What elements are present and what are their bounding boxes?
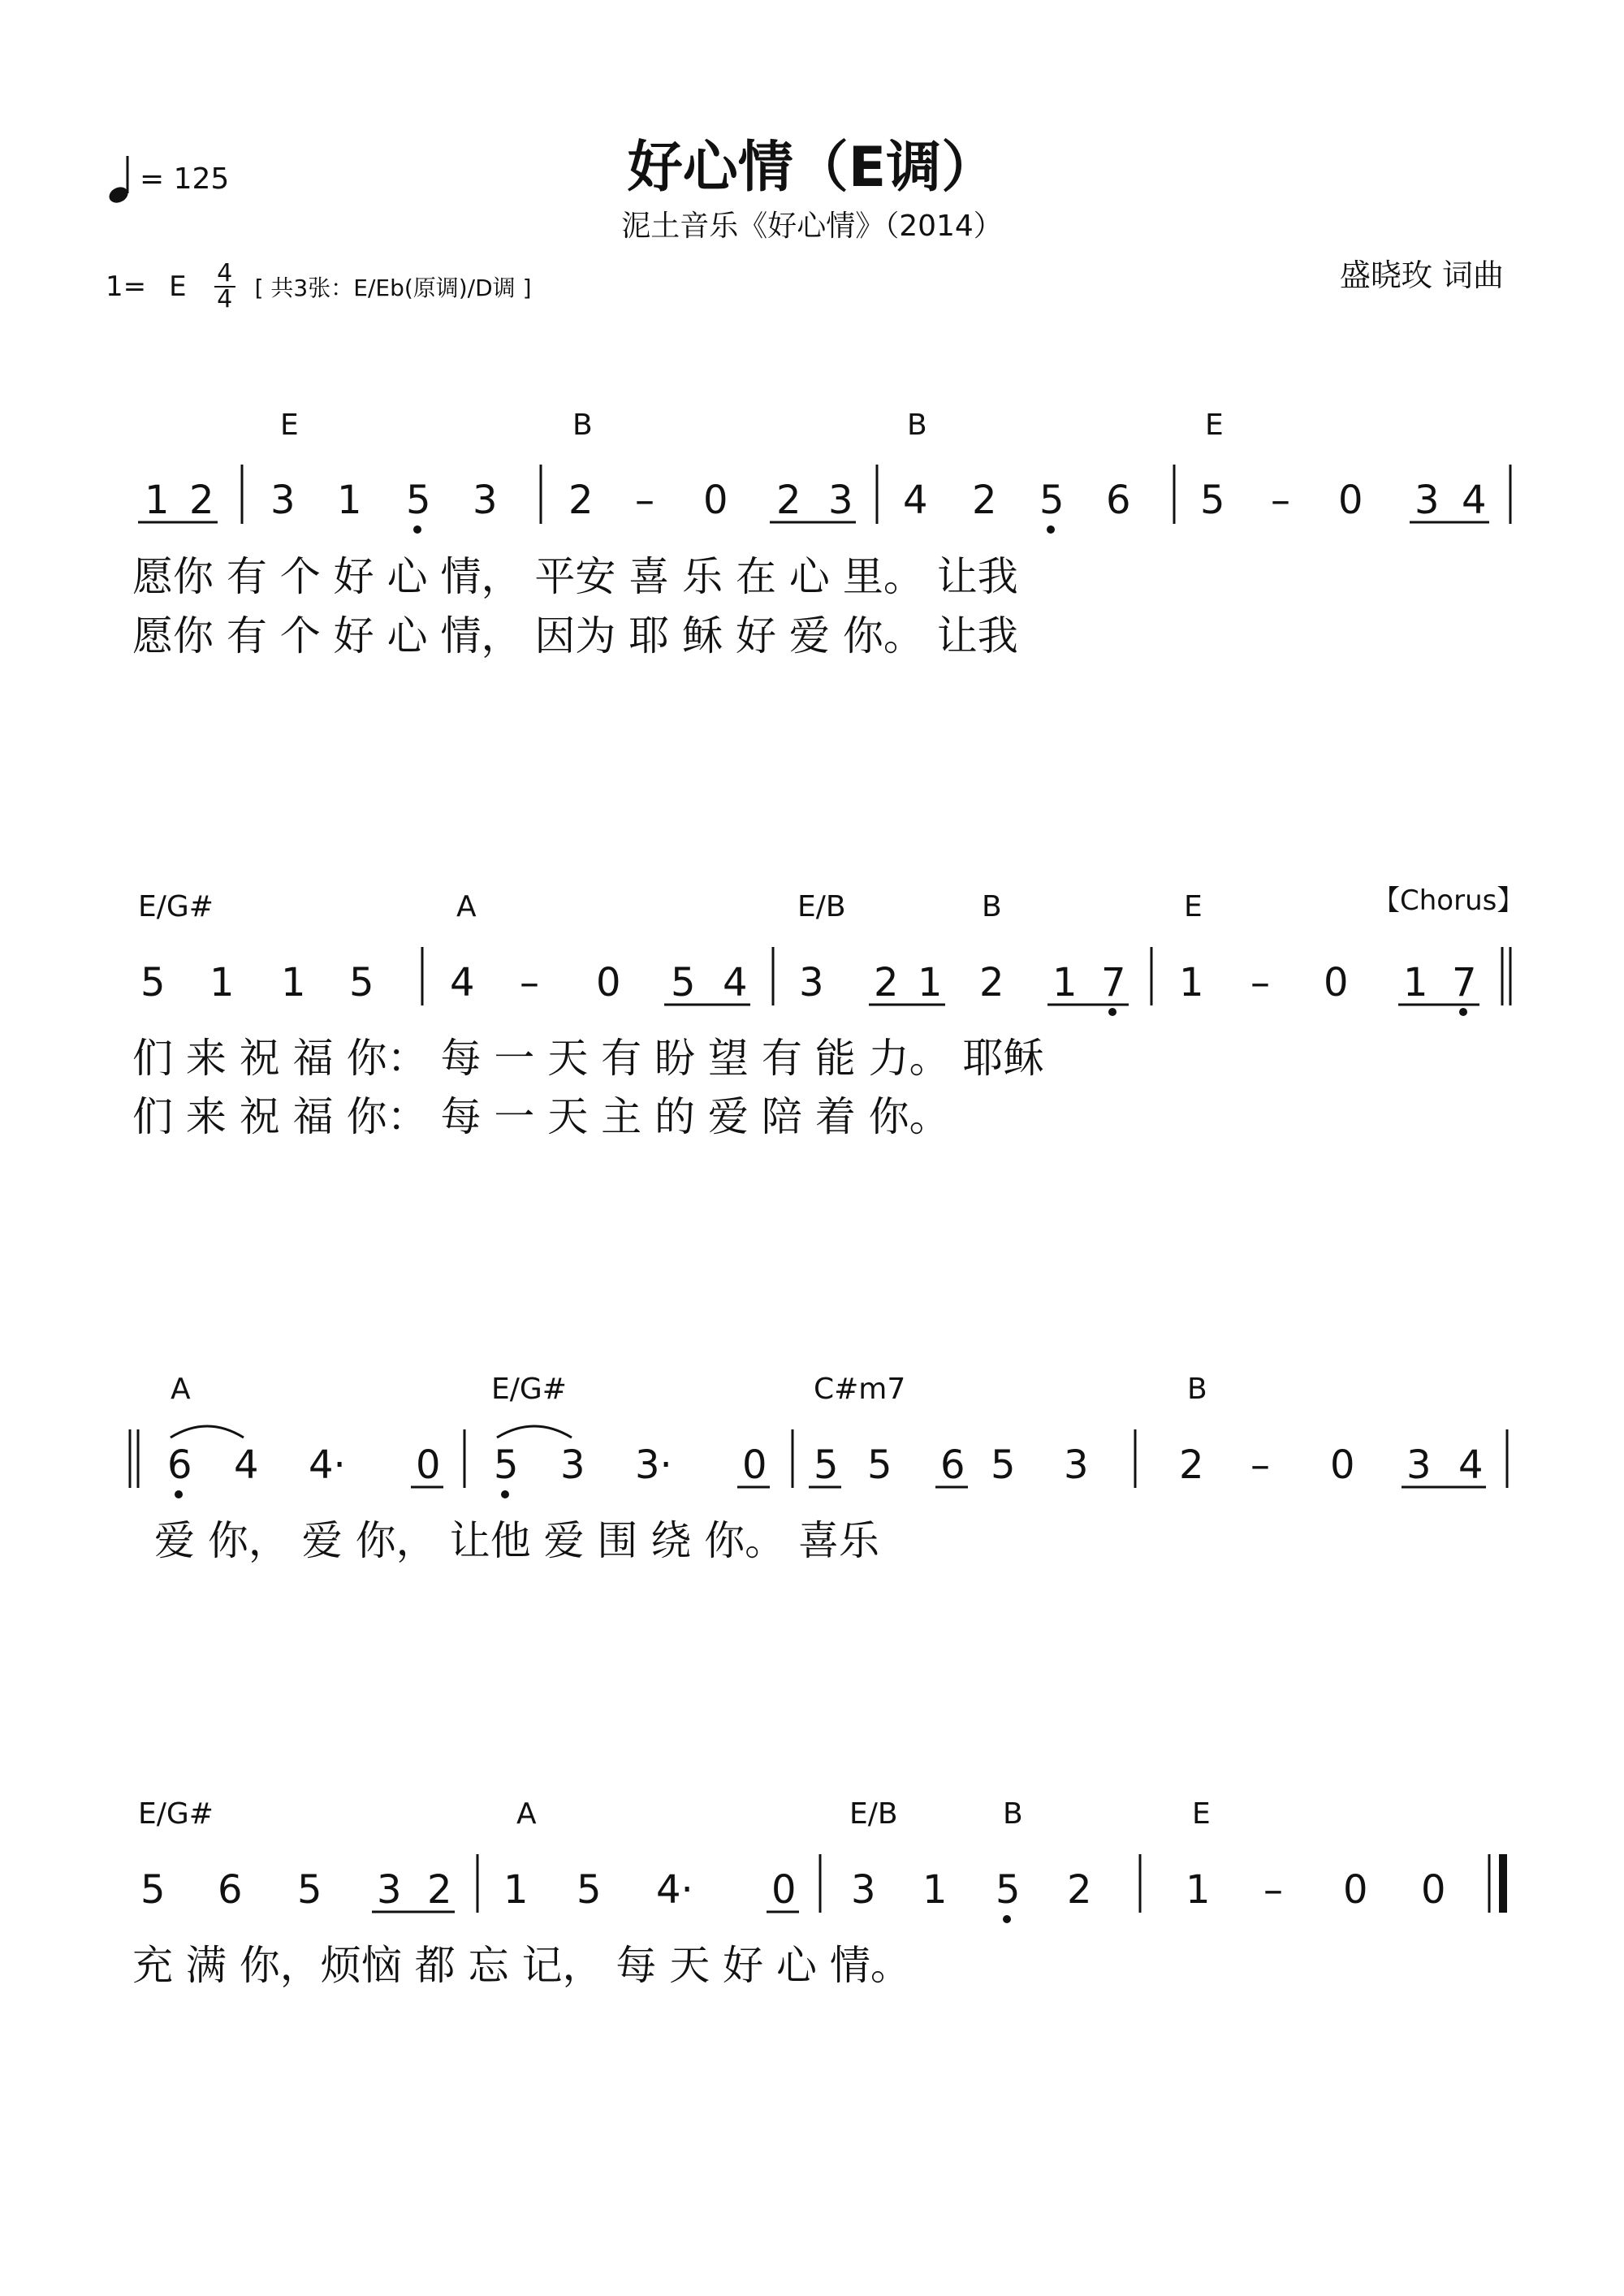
note: 5	[297, 1867, 322, 1913]
note: 1	[1052, 960, 1078, 1005]
page-title: 好心情（E调）	[627, 136, 997, 200]
note: 6	[1106, 478, 1131, 523]
note: 5	[140, 960, 166, 1005]
note: 2	[874, 960, 899, 1005]
slur	[171, 1426, 244, 1438]
slur	[497, 1426, 572, 1438]
note: 5	[577, 1867, 602, 1913]
note: 1	[1186, 1867, 1211, 1913]
chord-symbol: E/G#	[138, 1797, 214, 1831]
chord-symbol: C#m7	[814, 1373, 906, 1406]
note: 4	[234, 1442, 259, 1488]
note: 6	[218, 1867, 243, 1913]
note: 0	[771, 1867, 797, 1913]
octave-dot	[1003, 1915, 1011, 1923]
note: 2	[568, 478, 594, 523]
note: 2	[189, 478, 214, 523]
note: 3	[1064, 1442, 1089, 1488]
composer-credit: 盛晓玫 词曲	[1339, 257, 1504, 293]
note: 3	[1406, 1442, 1432, 1488]
note: 1	[1403, 960, 1428, 1005]
note: 1	[209, 960, 235, 1005]
time-signature-top: 4	[217, 259, 233, 288]
lyric-line: 愿你 有 个 好 心 情， 因为 耶 稣 好 爱 你。 让我	[132, 612, 1018, 659]
chord-symbol: B	[982, 890, 1002, 923]
chord-symbol: E/G#	[491, 1373, 567, 1406]
note: 4	[1458, 1442, 1484, 1488]
chord-symbol: A	[456, 890, 477, 923]
system-4	[132, 1797, 1507, 1989]
note: 4·	[309, 1442, 346, 1488]
note: 3	[270, 478, 296, 523]
note: 0	[596, 960, 621, 1005]
note: 0	[1338, 478, 1363, 523]
note: 1	[1179, 960, 1204, 1005]
note: 2	[1179, 1442, 1204, 1488]
note: 5	[406, 478, 431, 523]
note: 5	[996, 1867, 1021, 1913]
note: 2	[427, 1867, 452, 1913]
note: 7	[1101, 960, 1126, 1005]
note: 7	[1452, 960, 1477, 1005]
note: –	[635, 478, 654, 523]
chord-symbol: A	[171, 1373, 191, 1406]
note: 1	[918, 960, 943, 1005]
tempo-value: = 125	[140, 162, 230, 196]
note: 2	[979, 960, 1004, 1005]
chord-symbol: B	[1003, 1797, 1023, 1831]
note: 2	[1067, 1867, 1092, 1913]
system-1	[132, 409, 1510, 659]
chord-symbol: E	[1184, 890, 1203, 923]
octave-dot	[175, 1490, 183, 1498]
lyric-line: 们 来 祝 福 你： 每 一 天 主 的 爱 陪 着 你。	[132, 1093, 950, 1140]
note: 4	[903, 478, 928, 523]
note: 2	[776, 478, 801, 523]
note: –	[1271, 478, 1290, 523]
octave-dot	[1108, 1008, 1116, 1016]
note: 0	[416, 1442, 441, 1488]
note: 1	[337, 478, 362, 523]
note: 5	[494, 1442, 519, 1488]
note: 0	[1421, 1867, 1446, 1913]
chord-symbol: E	[1192, 1797, 1211, 1831]
note: 3	[560, 1442, 585, 1488]
section-label: 【Chorus】	[1372, 884, 1525, 917]
chord-symbol: B	[1187, 1373, 1207, 1406]
note: 0	[742, 1442, 767, 1488]
note: 3	[799, 960, 824, 1005]
chord-symbol: E	[1205, 409, 1224, 442]
note: 4	[450, 960, 475, 1005]
key-name: E	[169, 270, 187, 303]
chord-symbol: A	[516, 1797, 537, 1831]
note: 0	[1343, 1867, 1368, 1913]
note: 5	[671, 960, 696, 1005]
chord-symbol: E	[280, 409, 299, 442]
note: 3	[473, 478, 498, 523]
note: 1	[922, 1867, 948, 1913]
lyric-line: 们 来 祝 福 你： 每 一 天 有 盼 望 有 能 力。 耶稣	[132, 1035, 1044, 1082]
chord-symbol: B	[907, 409, 927, 442]
note: 0	[1330, 1442, 1355, 1488]
note: 0	[703, 478, 728, 523]
octave-dot	[1047, 525, 1055, 534]
note: 3·	[635, 1442, 672, 1488]
album-subtitle: 泥土音乐《好心情》（2014）	[621, 210, 1003, 243]
note: 6	[940, 1442, 965, 1488]
note: 5	[140, 1867, 166, 1913]
note: –	[1250, 1442, 1270, 1488]
note: 5	[867, 1442, 892, 1488]
note: 4·	[656, 1867, 693, 1913]
note: 5	[1039, 478, 1065, 523]
octave-dot	[501, 1490, 509, 1498]
lyric-line: 充 满 你，烦恼 都 忘 记， 每 天 好 心 情。	[132, 1942, 911, 1989]
chord-symbol: B	[572, 409, 593, 442]
system-3	[130, 1373, 1507, 1564]
note: 1	[145, 478, 170, 523]
note: 5	[991, 1442, 1016, 1488]
note: –	[520, 960, 539, 1005]
note: 3	[1415, 478, 1440, 523]
note: 5	[814, 1442, 839, 1488]
note: 3	[851, 1867, 876, 1913]
note: 1	[503, 1867, 529, 1913]
time-signature-bottom: 4	[217, 285, 233, 313]
chord-symbol: E/B	[849, 1797, 898, 1831]
system-2	[132, 884, 1524, 1140]
note: 3	[828, 478, 853, 523]
key-label: 1=	[106, 270, 147, 303]
note: 0	[1324, 960, 1349, 1005]
final-barline	[1499, 1854, 1507, 1913]
lyric-line: 愿你 有 个 好 心 情， 平安 喜 乐 在 心 里。 让我	[132, 553, 1018, 600]
note: –	[1250, 960, 1270, 1005]
octave-dot	[1459, 1008, 1467, 1016]
lyric-line: 爱 你， 爱 你， 让他 爱 围 绕 你。 喜乐	[154, 1517, 880, 1564]
sheets-note: [ 共3张：E/Eb(原调)/D调 ]	[254, 275, 532, 301]
octave-dot	[413, 525, 421, 534]
note: 4	[1462, 478, 1487, 523]
note: 5	[1200, 478, 1225, 523]
note: 3	[377, 1867, 402, 1913]
note: 5	[349, 960, 374, 1005]
note: –	[1263, 1867, 1283, 1913]
chord-symbol: E/G#	[138, 890, 214, 923]
note: 2	[972, 478, 997, 523]
note: 1	[281, 960, 306, 1005]
note: 6	[167, 1442, 192, 1488]
note: 4	[723, 960, 748, 1005]
chord-symbol: E/B	[797, 890, 846, 923]
